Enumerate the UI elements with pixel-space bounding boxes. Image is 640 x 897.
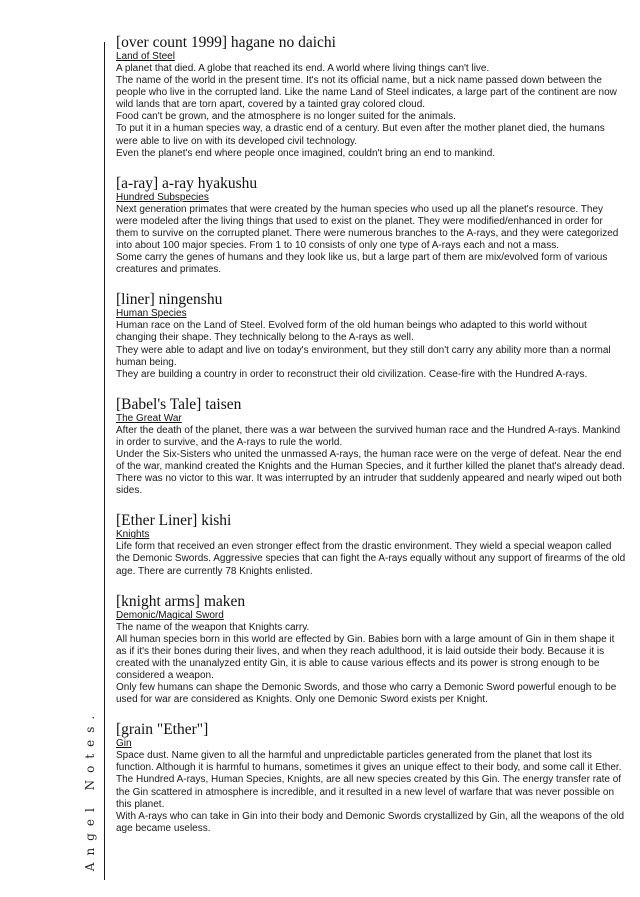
entry-subtitle: Human Species (116, 308, 187, 320)
entry-paragraph: Next generation primates that were created by the human species who used up all the planet's resource. They were modeled after the living things that used to exist on the planet. They were modified/enhanced in order for them to survive on the corrupted planet. There were numerous branches to the A-rays, and they were categorized into about 100 major species. From 1 to 10 consists of only one type of A-rays each and not a mass. (116, 203, 619, 252)
entry-subtitle: Demonic/Magical Sword (116, 609, 224, 621)
glossary-entry-knights (116, 512, 626, 577)
entry-title: [knight arms] maken (116, 592, 246, 610)
entry-paragraph: Even the planet's end where people once imagined, couldn't bring an end to mankind. (116, 147, 496, 159)
entry-paragraph: They were able to adapt and live on today's environment, but they still don't carry any ability more than a normal human being. (116, 344, 611, 368)
entry-paragraph: Life form that received an even stronger effect from the drastic environment. They wield a special weapon called the Demonic Swords. Aggressive species that can fight the A-rays equally without any support of firearms of the old age. There are currently 78 Knights enlisted. (116, 541, 626, 577)
entry-paragraph: All human species born in this world are effected by Gin. Babies born with a large amount of Gin in them shape it as if it's their bones during their lives, and when they reach adulthood, it is laid outside their body. Because it is created with the unanalyzed entity Gin, it is able to cause various effects and its power is strong enough to be considered a weapon. (116, 633, 615, 681)
entry-paragraph: To put it in a human species way, a drastic end of a century. But even after the mother planet died, the humans were able to live on with its developed civil technology. (116, 123, 605, 147)
entry-subtitle: Knights (116, 529, 150, 541)
entry-title: [a-ray] a-ray hyakushu (116, 174, 258, 192)
entry-paragraph: The name of the world in the present time. It's not its official name, but a nick name passed down between the people who live in the corrupted land. Like the name Land of Steel indicates, a large part of the continent are now wild lands that are torn apart, covered by a tainted gray colored cloud. (116, 75, 617, 111)
entry-subtitle: The Great War (116, 412, 182, 424)
glossary-entry-gin (116, 721, 626, 835)
glossary-entry-human-species (116, 291, 626, 380)
vertical-divider-line (104, 42, 105, 880)
glossary-content (116, 34, 626, 850)
entry-title: [liner] ningenshu (116, 291, 223, 309)
glossary-entry-land-of-steel (116, 34, 626, 160)
entry-paragraph: Only few humans can shape the Demonic Swords, and those who carry a Demonic Sword powerful enough to be used for war are considered as Knights. Only one Demonic Sword exists per Knight. (116, 682, 617, 706)
entry-paragraph: Space dust. Name given to all the harmful and unpredictable particles generated from the planet that lost its function. Although it is harmful to humans, sometimes it gives an unique effect to their body, and some call it Ether. The Hundred A-rays, Human Species, Knights, are all new species created by this Gin. The energy transfer rate of the Gin scattered in atmosphere is incredible, and it resulted in a new level of warfare that was never possible on this planet. (116, 750, 622, 810)
side-note (80, 700, 100, 880)
glossary-entry-hundred-subspecies (116, 175, 626, 277)
entry-paragraph: Some carry the genes of humans and they look like us, but a large part of them are mix/evolved form of various creatures and primates. (116, 252, 608, 276)
entry-paragraph: Human race on the Land of Steel. Evolved form of the old human beings who adapted to this world without changing their shape. They technically belong to the A-rays as well. (116, 320, 587, 344)
entry-title: [Babel's Tale] taisen (116, 395, 242, 413)
entry-paragraph: The name of the weapon that Knights carry. (116, 621, 310, 633)
entry-subtitle: Land of Steel (116, 51, 175, 62)
entry-paragraph: Food can't be grown, and the atmosphere is no longer suited for the animals. (116, 111, 456, 123)
entry-paragraph: Under the Six-Sisters who united the unmassed A-rays, the human race were on the verge of defeat. Near the end of the war, mankind created the Knights and the Human Species, and it further killed the planet that's already dead. (116, 448, 625, 473)
entry-paragraph: After the death of the planet, there was a war between the survived human race and the Hundred A-rays. Mankind in order to survive, and the A-rays to rule the world. (116, 424, 621, 448)
side-note-text: Angel Notes. (83, 708, 97, 872)
glossary-entry-demonic-sword (116, 593, 626, 707)
entry-subtitle: Hundred Subspecies (116, 191, 209, 203)
entry-paragraph: There was no victor to this war. It was interrupted by an intruder that suddenly appeared and nearly wiped out both sides. (116, 473, 622, 497)
entry-paragraph: They are building a country in order to reconstruct their old civilization. Cease-fire with the Hundred A-rays. (116, 368, 588, 380)
entry-title: [Ether Liner] kishi (116, 512, 232, 530)
entry-subtitle: Gin (116, 738, 132, 750)
entry-paragraph: With A-rays who can take in Gin into their body and Demonic Swords crystallized by Gin, all the weapons of the old age became useless. (116, 810, 625, 834)
entry-paragraph: A planet that died. A globe that reached its end. A world where living things can't live. (116, 63, 490, 74)
glossary-entry-great-war (116, 396, 626, 498)
entry-title: [over count 1999] hagane no daichi (116, 34, 336, 51)
entry-title: [grain "Ether"] (116, 721, 209, 739)
